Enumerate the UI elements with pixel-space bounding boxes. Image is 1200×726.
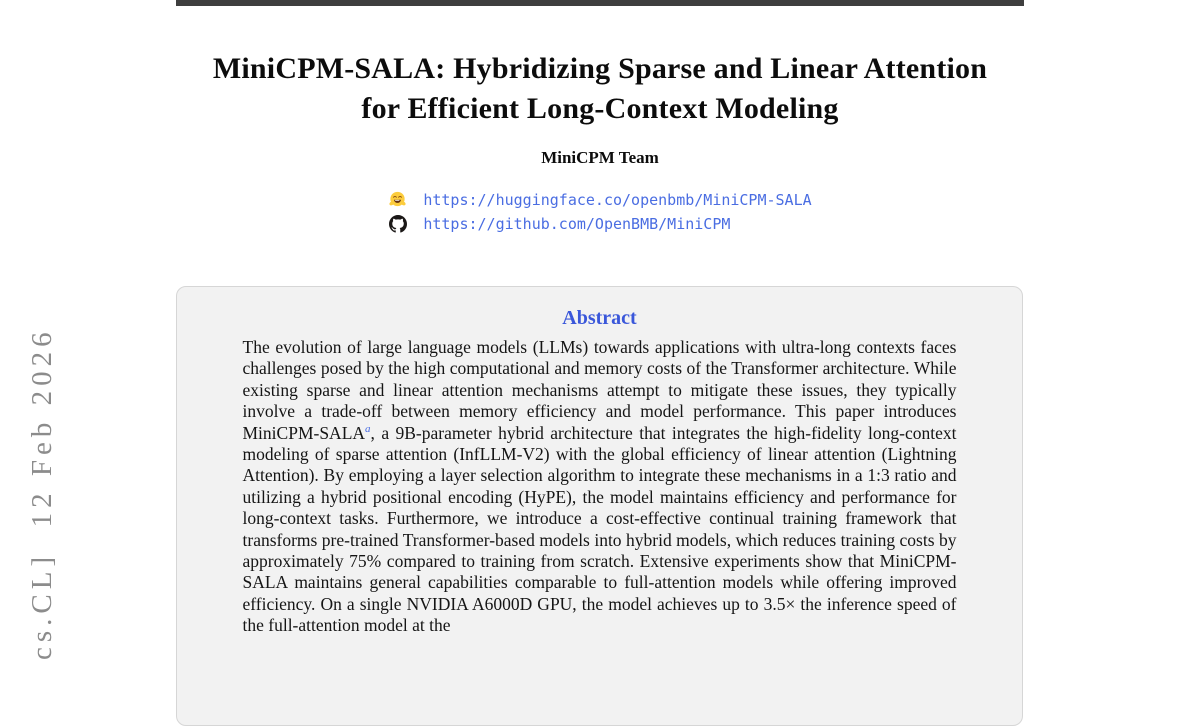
footnote-marker-link[interactable]: a bbox=[365, 422, 371, 435]
abstract-panel bbox=[176, 286, 1023, 726]
github-icon bbox=[388, 214, 407, 233]
github-link[interactable]: https://github.com/OpenBMB/MiniCPM bbox=[423, 214, 731, 233]
abstract-part1: The evolution of large language models (LLMs) towards applications with ultra-long contexts faces challenges posed by the high computational and memory costs of the Transformer architecture. While existing sparse and linear attention mechanisms attempt to mitigate these issues, they typically involve a trade-off between memory efficiency and model performance. This paper introduces MiniCPM-SALA bbox=[242, 337, 957, 443]
page-top-edge bbox=[176, 0, 1024, 6]
page-title bbox=[100, 49, 1100, 129]
huggingface-icon bbox=[388, 190, 407, 209]
abstract-heading: Abstract bbox=[562, 307, 637, 329]
abstract-part2: , a 9B-parameter hybrid architecture that integrates the high-fidelity long-context modeling of sparse attention (InfLLM-V2) with the global efficiency of linear attention (Lightning Attention). By employing a layer selection algorithm to integrate these mechanisms in a 1:3 ratio and utilizing a hybrid positional encoding (HyPE), the model maintains efficiency and performance for long-context tasks. Furthermore, we introduce a cost-effective continual training framework that transforms pre-trained Transformer-based models into hybrid models, which reduces training costs by approximately 75% compared to training from scratch. Extensive experiments show that MiniCPM-SALA maintains general capabilities comparable to full-attention models while offering improved efficiency. On a single NVIDIA A6000D GPU, the model achieves up to 3.5× the inference speed of the full-attention model at the bbox=[242, 422, 957, 636]
resource-links bbox=[0, 190, 1200, 233]
authors-line: MiniCPM Team bbox=[541, 148, 659, 167]
github-link-row bbox=[388, 214, 730, 233]
arxiv-watermark: cs.CL] 12 Feb 2026 bbox=[26, 327, 58, 660]
abstract-text bbox=[243, 337, 957, 637]
huggingface-link[interactable]: https://huggingface.co/openbmb/MiniCPM-SALA bbox=[423, 190, 812, 209]
huggingface-link-row bbox=[388, 190, 811, 209]
title-line-2: for Efficient Long-Context Modeling bbox=[361, 92, 839, 125]
title-line-1: MiniCPM-SALA: Hybridizing Sparse and Linear Attention bbox=[212, 52, 988, 85]
